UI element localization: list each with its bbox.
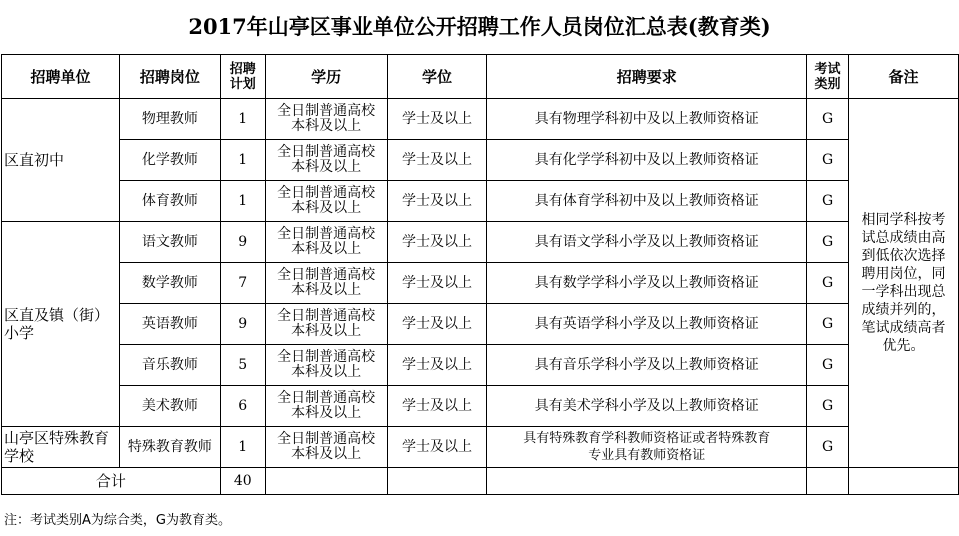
table-row bbox=[2, 345, 959, 386]
table-row bbox=[2, 222, 959, 263]
total-empty-cell bbox=[387, 468, 487, 495]
unit-cell: 山亭区特殊教育 学校 bbox=[2, 427, 120, 468]
degree-cell: 学士及以上 bbox=[387, 386, 487, 427]
header-position: 招聘岗位 bbox=[119, 55, 220, 99]
table-row bbox=[2, 427, 959, 468]
position-cell: 体育教师 bbox=[119, 181, 220, 222]
degree-cell: 学士及以上 bbox=[387, 99, 487, 140]
position-cell: 数学教师 bbox=[119, 263, 220, 304]
category-cell: G bbox=[807, 304, 849, 345]
total-empty-cell bbox=[849, 468, 959, 495]
header-exam-category: 考试 类别 bbox=[807, 55, 849, 99]
position-cell: 物理教师 bbox=[119, 99, 220, 140]
plan-cell: 1 bbox=[220, 181, 265, 222]
degree-cell: 学士及以上 bbox=[387, 263, 487, 304]
header-plan: 招聘 计划 bbox=[220, 55, 265, 99]
position-cell: 语文教师 bbox=[119, 222, 220, 263]
footnote: 注：考试类别A为综合类，G为教育类。 bbox=[4, 513, 231, 528]
category-cell: G bbox=[807, 427, 849, 468]
header-notes: 备注 bbox=[849, 55, 959, 99]
category-cell: G bbox=[807, 263, 849, 304]
header-unit: 招聘单位 bbox=[2, 55, 120, 99]
plan-cell: 9 bbox=[220, 304, 265, 345]
notes-cell: 相同学科按考试总成绩由高到低依次选择聘用岗位，同一学科出现总成绩并列的，笔试成绩高者优先。 bbox=[849, 99, 959, 468]
page-title: 2017年山亭区事业单位公开招聘工作人员岗位汇总表(教育类) bbox=[188, 14, 771, 39]
total-empty-cell bbox=[487, 468, 807, 495]
category-cell: G bbox=[807, 181, 849, 222]
header-degree: 学位 bbox=[387, 55, 487, 99]
plan-cell: 7 bbox=[220, 263, 265, 304]
requirements-cell: 具有特殊教育学科教师资格证或者特殊教育 专业具有教师资格证 bbox=[487, 427, 807, 468]
position-cell: 英语教师 bbox=[119, 304, 220, 345]
requirements-cell: 具有物理学科初中及以上教师资格证 bbox=[487, 99, 807, 140]
total-row bbox=[2, 468, 959, 495]
requirements-cell: 具有音乐学科小学及以上教师资格证 bbox=[487, 345, 807, 386]
education-cell: 全日制普通高校 本科及以上 bbox=[265, 427, 387, 468]
position-cell: 美术教师 bbox=[119, 386, 220, 427]
total-label: 合计 bbox=[2, 468, 221, 495]
education-cell: 全日制普通高校 本科及以上 bbox=[265, 140, 387, 181]
position-cell: 特殊教育教师 bbox=[119, 427, 220, 468]
requirements-cell: 具有语文学科小学及以上教师资格证 bbox=[487, 222, 807, 263]
unit-cell: 区直及镇（街） 小学 bbox=[2, 222, 120, 427]
plan-cell: 1 bbox=[220, 99, 265, 140]
table-row bbox=[2, 263, 959, 304]
requirements-cell: 具有美术学科小学及以上教师资格证 bbox=[487, 386, 807, 427]
plan-cell: 1 bbox=[220, 140, 265, 181]
recruitment-table bbox=[1, 54, 959, 495]
degree-cell: 学士及以上 bbox=[387, 140, 487, 181]
header-row bbox=[2, 55, 959, 99]
degree-cell: 学士及以上 bbox=[387, 222, 487, 263]
header-requirements: 招聘要求 bbox=[487, 55, 807, 99]
total-plan: 40 bbox=[220, 468, 265, 495]
plan-cell: 6 bbox=[220, 386, 265, 427]
education-cell: 全日制普通高校 本科及以上 bbox=[265, 304, 387, 345]
category-cell: G bbox=[807, 345, 849, 386]
requirements-cell: 具有体育学科初中及以上教师资格证 bbox=[487, 181, 807, 222]
table-row bbox=[2, 99, 959, 140]
table-row bbox=[2, 140, 959, 181]
header-education: 学历 bbox=[265, 55, 387, 99]
education-cell: 全日制普通高校 本科及以上 bbox=[265, 222, 387, 263]
education-cell: 全日制普通高校 本科及以上 bbox=[265, 99, 387, 140]
position-cell: 化学教师 bbox=[119, 140, 220, 181]
position-cell: 音乐教师 bbox=[119, 345, 220, 386]
education-cell: 全日制普通高校 本科及以上 bbox=[265, 181, 387, 222]
category-cell: G bbox=[807, 140, 849, 181]
total-empty-cell bbox=[807, 468, 849, 495]
degree-cell: 学士及以上 bbox=[387, 427, 487, 468]
unit-cell: 区直初中 bbox=[2, 99, 120, 222]
table-row bbox=[2, 386, 959, 427]
category-cell: G bbox=[807, 386, 849, 427]
category-cell: G bbox=[807, 222, 849, 263]
requirements-cell: 具有化学学科初中及以上教师资格证 bbox=[487, 140, 807, 181]
table-row bbox=[2, 181, 959, 222]
table-row bbox=[2, 304, 959, 345]
requirements-cell: 具有数学学科小学及以上教师资格证 bbox=[487, 263, 807, 304]
requirements-cell: 具有英语学科小学及以上教师资格证 bbox=[487, 304, 807, 345]
degree-cell: 学士及以上 bbox=[387, 304, 487, 345]
degree-cell: 学士及以上 bbox=[387, 345, 487, 386]
education-cell: 全日制普通高校 本科及以上 bbox=[265, 386, 387, 427]
total-empty-cell bbox=[265, 468, 387, 495]
education-cell: 全日制普通高校 本科及以上 bbox=[265, 345, 387, 386]
category-cell: G bbox=[807, 99, 849, 140]
plan-cell: 9 bbox=[220, 222, 265, 263]
degree-cell: 学士及以上 bbox=[387, 181, 487, 222]
plan-cell: 5 bbox=[220, 345, 265, 386]
education-cell: 全日制普通高校 本科及以上 bbox=[265, 263, 387, 304]
plan-cell: 1 bbox=[220, 427, 265, 468]
